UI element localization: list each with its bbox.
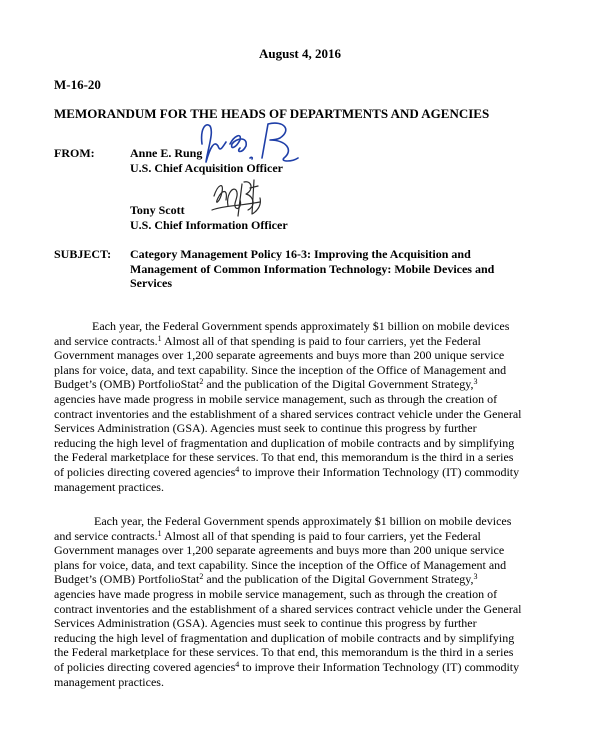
line-text: Almost all of that spending is paid to four carriers, yet the Federal <box>161 333 481 348</box>
line-text: and the publication of the Digital Government Strategy, <box>203 377 474 392</box>
line-text: Almost all of that spending is paid to four carriers, yet the Federal <box>161 528 481 543</box>
subject-line-3: Services <box>130 276 172 290</box>
from-role-1: U.S. Chief Acquisition Officer <box>130 161 283 175</box>
signature-rung-icon <box>196 118 302 170</box>
footnote-ref: 4 <box>235 464 240 474</box>
line-text: agencies have made progress in mobile service management, such as through the creation of <box>54 391 498 406</box>
line-text: plans for voice, data, and text capability. Since the inception of the Office of Management and <box>54 557 507 572</box>
paragraph-line <box>54 363 554 378</box>
paragraph-line <box>54 392 554 407</box>
line-text: the Federal marketplace for these services. To that end, this memorandum is the third in a series <box>54 450 514 465</box>
line-text: of policies directing covered agencies <box>54 659 236 674</box>
paragraph-line <box>54 348 554 363</box>
paragraph-line <box>54 660 554 675</box>
line-text: Budget’s (OMB) PortfolioStat <box>54 572 200 587</box>
line-text: the Federal marketplace for these services. To that end, this memorandum is the third in a series <box>54 645 514 660</box>
line-text: contract inventories and the establishment of a shared services contract vehicle under the General <box>54 406 522 421</box>
paragraph-line <box>54 319 554 334</box>
from-name-2: Tony Scott <box>130 203 185 217</box>
paragraph-line <box>54 480 554 495</box>
subject-label: SUBJECT: <box>54 247 112 261</box>
footnote-ref: 3 <box>473 377 478 387</box>
footnote-ref: 1 <box>157 333 162 343</box>
footnote-ref: 4 <box>235 659 240 669</box>
line-text: plans for voice, data, and text capability. Since the inception of the Office of Management and <box>54 362 507 377</box>
paragraph-line <box>54 377 554 392</box>
paragraph-line <box>54 675 554 690</box>
line-text: Government manages over 1,200 separate agreements and buys more than 200 unique service <box>54 543 505 558</box>
line-text: and service contracts. <box>54 333 158 348</box>
line-text: Each year, the Federal Government spends approximately $1 billion on mobile devices <box>92 319 510 333</box>
body-paragraph <box>54 319 554 494</box>
paragraph-line <box>54 602 554 617</box>
paragraph-line <box>54 587 554 602</box>
line-text: contract inventories and the establishment of a shared services contract vehicle under the General <box>54 601 522 616</box>
from-role-2: U.S. Chief Information Officer <box>130 218 288 232</box>
paragraph-line <box>54 407 554 422</box>
line-text: management practices. <box>54 674 164 689</box>
footnote-ref: 2 <box>199 572 204 582</box>
paragraph-line <box>54 529 554 544</box>
line-text: and service contracts. <box>54 528 158 543</box>
paragraph-line <box>54 645 554 660</box>
footnote-ref: 2 <box>199 377 204 387</box>
footnote-ref: 3 <box>473 572 478 582</box>
memo-number: M-16-20 <box>54 77 101 92</box>
line-text: to improve their Information Technology (IT) commodity <box>239 659 520 674</box>
body-paragraph <box>54 514 554 689</box>
line-text: Services Administration (GSA). Agencies must seek to continue this progress by further <box>54 616 477 631</box>
line-text: reducing the high level of fragmentation and duplication of mobile contracts and by simplifying <box>54 630 515 645</box>
paragraph-line <box>54 572 554 587</box>
line-text: to improve their Information Technology (IT) commodity <box>239 464 520 479</box>
paragraph-line <box>54 616 554 631</box>
line-text: management practices. <box>54 479 164 494</box>
memo-date: August 4, 2016 <box>259 46 341 61</box>
line-text: of policies directing covered agencies <box>54 464 236 479</box>
line-text: reducing the high level of fragmentation and duplication of mobile contracts and by simplifying <box>54 435 515 450</box>
line-text: Government manages over 1,200 separate agreements and buys more than 200 unique service <box>54 348 505 363</box>
line-text: agencies have made progress in mobile service management, such as through the creation of <box>54 586 498 601</box>
paragraph-line <box>54 631 554 646</box>
line-text: Budget’s (OMB) PortfolioStat <box>54 377 200 392</box>
paragraph-line <box>54 514 554 529</box>
from-label: FROM: <box>54 146 95 160</box>
line-text: Each year, the Federal Government spends approximately $1 billion on mobile devices <box>94 514 512 528</box>
footnote-ref: 1 <box>157 528 162 538</box>
paragraph-line <box>54 558 554 573</box>
signature-scott-icon <box>208 176 266 222</box>
paragraph-line <box>54 465 554 480</box>
paragraph-line <box>54 334 554 349</box>
from-name-1: Anne E. Rung <box>130 146 203 160</box>
line-text: and the publication of the Digital Government Strategy, <box>203 572 474 587</box>
memo-title: MEMORANDUM FOR THE HEADS OF DEPARTMENTS AND AGENCIES <box>54 106 490 121</box>
paragraph-line <box>54 543 554 558</box>
subject-line-2: Management of Common Information Technology: Mobile Devices and <box>130 262 495 276</box>
line-text: Services Administration (GSA). Agencies must seek to continue this progress by further <box>54 421 477 436</box>
paragraph-line <box>54 421 554 436</box>
paragraph-line <box>54 436 554 451</box>
paragraph-line <box>54 450 554 465</box>
subject-line-1: Category Management Policy 16-3: Improving the Acquisition and <box>130 247 471 261</box>
